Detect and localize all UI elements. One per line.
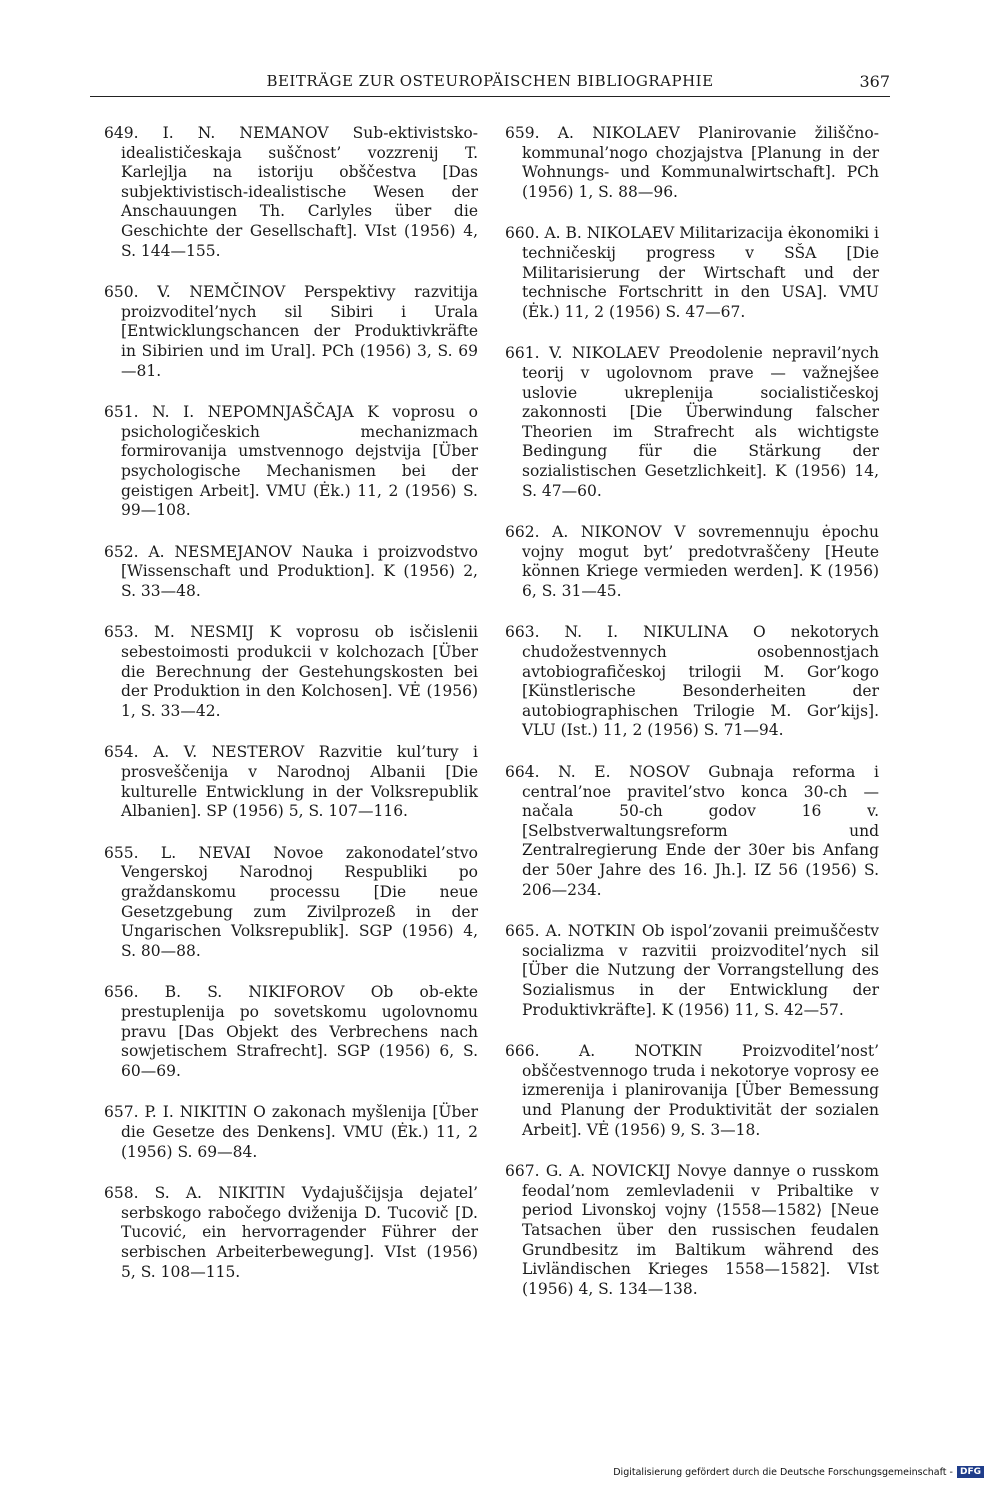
bibliography-entry: 650. V. NEMČINOV Perspektivy razvitija proizvoditel’nych sil Sibiri i Urala [Entwicklungschancen der Produktivkräfte in Sibirien und im Ural]. PCh (1956) 3, S. 69—81.: [104, 283, 478, 380]
bibliography-entry: 664. N. E. NOSOV Gubnaja reforma i central’noe pravitel’stvo konca 30-ch — načala 50-ch godov 16 v. [Selbstverwaltungsreform und Zentralregierung Ende der 30er bis Anfang der 50er Jahre des 16. Jh.]. IZ 56 (1956) S. 206—234.: [505, 763, 879, 899]
bibliography-entry: 655. L. NEVAI Novoe zakonodatel’stvo Vengerskoj Narodnoj Respubliki po graždanskomu processu [Die neue Gesetzgebung zum Zivilprozeß in der Ungarischen Volksrepublik]. SGP (1956) 4, S. 80—88.: [104, 843, 478, 960]
bibliography-entry: 653. M. NESMIJ K voprosu ob isčislenii sebestoimosti produkcii v kolchozach [Über die Berechnung der Gestehungskosten bei der Produktion in den Kolchosen]. VĖ (1956) 1, S. 33—42.: [104, 623, 478, 720]
bibliography-entry: 663. N. I. NIKULINA O nekotorych chudožestvennych osobennostjach avtobiografičeskoj trilogii M. Gor’kogo [Künstlerische Besonderheiten der autobiographischen Trilogie M. Gor’kijs]. VLU (Ist.) 11, 2 (1956) S. 71—94.: [505, 623, 879, 740]
bibliography-entry: 665. A. NOTKIN Ob ispol’zovanii preimuščestv socializma v razvitii proizvoditel’nych sil [Über die Nutzung der Vorrangstellung des Sozialismus in der Entwicklung der Produktivkräfte]. K (1956) 11, S. 42—57.: [505, 922, 879, 1019]
bibliography-entry: 661. V. NIKOLAEV Preodolenie nepravil’nych teorij v ugolovnom prave — važnejšee uslovie ukreplenija socialističeskoj zakonnosti [Die Überwindung falscher Theorien im Strafrecht als wichtigste Bedingung für die Stärkung der sozialistischen Gesetzlichkeit]. K (1956) 14, S. 47—60.: [505, 344, 879, 500]
header-title: BEITRÄGE ZUR OSTEUROPÄISCHEN BIBLIOGRAPHIE: [266, 72, 714, 90]
bibliography-entry: 667. G. A. NOVICKIJ Novye dannye o russkom feodal’nom zemlevladenii v Pribaltike v period Livonskoj vojny ⟨1558—1582⟩ [Neue Tatsachen über den russischen feudalen Grundbesitz im Baltikum während des Livländischen Krieges 1558—1582]. VIst (1956) 4, S. 134—138.: [505, 1162, 879, 1298]
left-column: [104, 124, 478, 1304]
bibliography-entry: 659. A. NIKOLAEV Planirovanie žiliščno-kommunal’nogo chozjajstva [Planung in der Wohnungs- und Kommunalwirtschaft]. PCh (1956) 1, S. 88—96.: [505, 124, 879, 201]
bibliography-entry: 662. A. NIKONOV V sovremennuju ėpochu vojny mogut byt’ predotvraščeny [Heute können Kriege vermieden werden]. K (1956) 6, S. 31—45.: [505, 523, 879, 600]
bibliography-entry: 651. N. I. NEPOMNJAŠČAJA K voprosu o psichologičeskich mechanizmach formirovanija umstvennogo dejstvija [Über psychologische Mechanismen bei der geistigen Arbeit]. VMU (Ėk.) 11, 2 (1956) S. 99—108.: [104, 403, 478, 520]
dfg-logo: DFG: [957, 1466, 984, 1478]
bibliography-entry: 656. B. S. NIKIFOROV Ob ob-ekte prestuplenija po sovetskomu ugolovnomu pravu [Das Objekt des Verbrechens nach sowjetischem Strafrecht]. SGP (1956) 6, S. 60—69.: [104, 983, 478, 1080]
bibliography-entry: 658. S. A. NIKITIN Vydajuščijsja dejatel’ serbskogo rabočego dviženija D. Tucovič [D. Tucović, ein hervorragender Führer der serbischen Arbeiterbewegung]. VIst (1956) 5, S. 108—115.: [104, 1184, 478, 1281]
credit-text: Digitalisierung gefördert durch die Deutsche Forschungsgemeinschaft -: [613, 1466, 953, 1478]
page-number: 367: [859, 72, 890, 91]
bibliography-entry: 652. A. NESMEJANOV Nauka i proizvodstvo [Wissenschaft und Produktion]. K (1956) 2, S. 33—48.: [104, 542, 478, 600]
running-header: [90, 70, 890, 97]
right-column: [505, 124, 879, 1321]
bibliography-entry: 654. A. V. NESTEROV Razvitie kul’tury i prosveščenija v Narodnoj Albanii [Die kulturelle Entwicklung in der Volksrepublik Albanien]. SP (1956) 5, S. 107—116.: [104, 743, 478, 821]
bibliography-entry: 666. A. NOTKIN Proizvoditel’nost’ obščestvennogo truda i nekotorye voprosy ee izmerenija i planirovanija [Über Bemessung und Planung der Produktivität der sozialen Arbeit]. VĖ (1956) 9, S. 3—18.: [505, 1042, 879, 1139]
bibliography-entry: 657. P. I. NIKITIN O zakonach myšlenija [Über die Gesetze des Denkens]. VMU (Ėk.) 11, 2 (1956) S. 69—84.: [104, 1103, 478, 1161]
bibliography-entry: 649. I. N. NEMANOV Sub-ektivistsko-idealističeskaja suščnost’ vozzrenij T. Karlejlja na istoriju obščestva [Das subjektivistisch-idealistische Wesen der Anschauungen Th. Carlyles über die Geschichte der Gesellschaft]. VIst (1956) 4, S. 144—155.: [104, 124, 478, 260]
bibliography-entry: 660. A. B. NIKOLAEV Militarizacija ėkonomiki i techničeskij progress v SŠA [Die Militarisierung der Wirtschaft und der technische Fortschritt in den USA]. VMU (Ėk.) 11, 2 (1956) S. 47—67.: [505, 224, 879, 321]
digitization-credit: [613, 1466, 984, 1478]
